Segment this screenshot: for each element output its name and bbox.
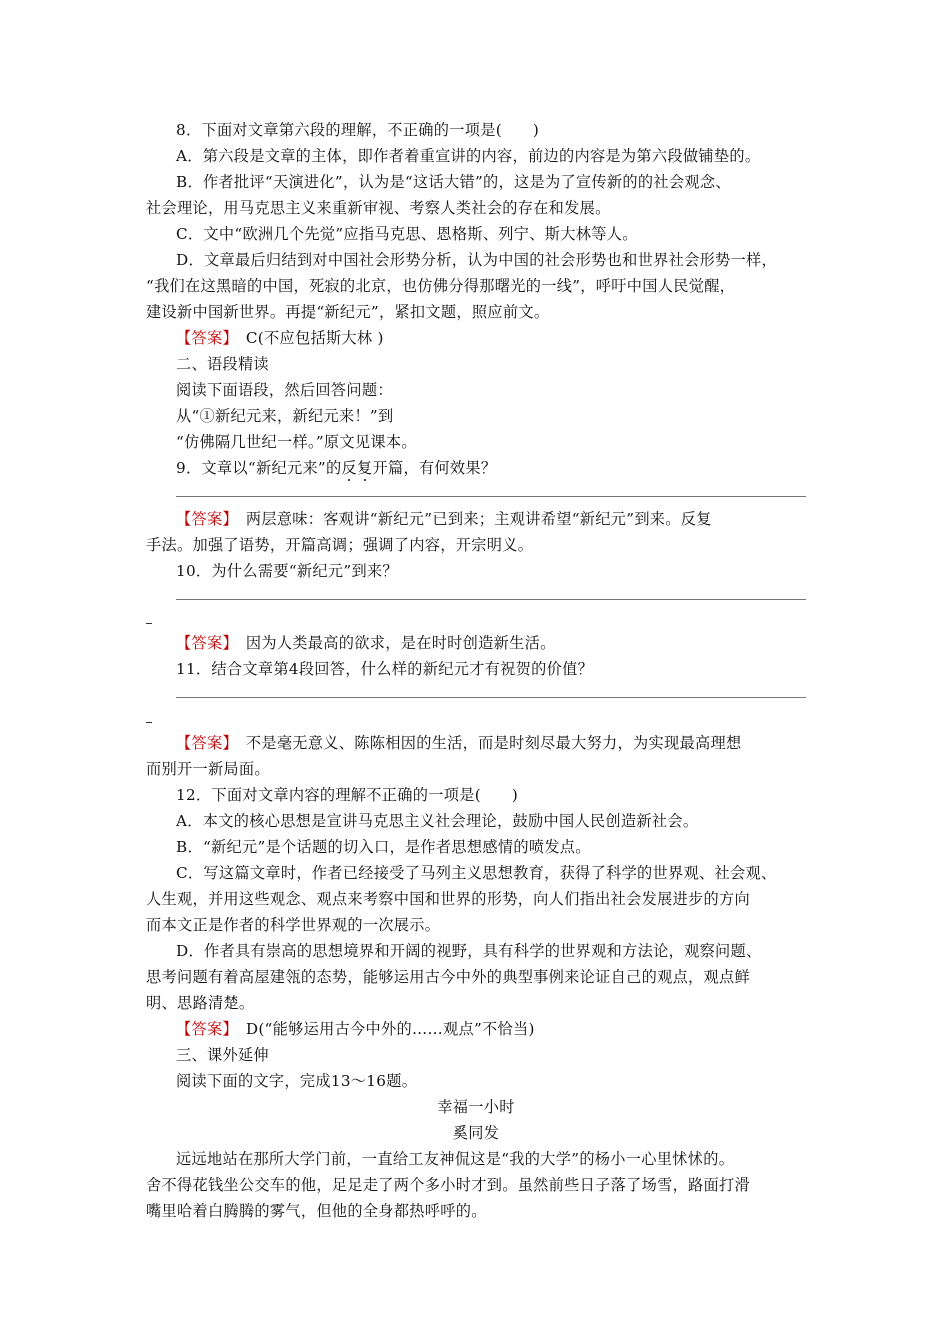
question-9	[176, 457, 806, 479]
story-paragraph: 远远地站在那所大学门前，一直给工友神侃这是“我的大学”的杨小一心里怵怵的。	[176, 1150, 735, 1168]
option-12c: C．写这篇文章时，作者已经接受了马列主义思想教育，获得了科学的世界观、社会观、	[176, 864, 777, 882]
excerpt-start: 从“①新纪元来，新纪元来！”到	[176, 407, 394, 425]
question-10: 10．为什么需要“新纪元”到来？	[176, 562, 398, 580]
answer-9	[176, 508, 806, 530]
story-paragraph-cont: 舍不得花钱坐公交车的他，足足走了两个多小时才到。虽然前些日子落了场雪，路面打滑	[146, 1176, 751, 1194]
option-12d-cont2: 明、思路清楚。	[146, 994, 255, 1012]
answer-12	[176, 1018, 806, 1040]
answer-line	[176, 697, 806, 698]
option-12c-cont2: 而本文正是作者的科学世界观的一次展示。	[146, 916, 441, 934]
line-dash	[146, 722, 152, 723]
answer-9-cont: 手法。加强了语势，开篇高调；强调了内容，开宗明义。	[146, 536, 534, 554]
answer-text: 两层意味：客观讲“新纪元”已到来；主观讲希望“新纪元”到来。反复	[230, 510, 712, 528]
question-12: 12．下面对文章内容的理解不正确的一项是( )	[176, 786, 519, 804]
answer-tag: 【答案】	[176, 634, 231, 652]
question-11: 11．结合文章第4段回答，什么样的新纪元才有祝贺的价值？	[176, 660, 594, 678]
answer-tag: 【答案】	[176, 329, 231, 347]
answer-tag: 【答案】	[176, 510, 231, 528]
option-8c: C．文中“欧洲几个先觉”应指马克思、恩格斯、列宁、斯大林等人。	[176, 225, 638, 243]
answer-line	[176, 599, 806, 600]
answer-tag: 【答案】	[176, 734, 231, 752]
line-dash	[146, 623, 152, 624]
option-8d: D．文章最后归结到对中国社会形势分析，认为中国的社会形势也和世界社会形势一样，	[176, 251, 778, 269]
option-12d-cont: 思考问题有着高屋建瓴的态势，能够运用古今中外的典型事例来论证自己的观点，观点鲜	[146, 968, 751, 986]
answer-10	[176, 632, 806, 654]
option-12b: B．“新纪元”是个话题的切入口，是作者思想感情的喷发点。	[176, 838, 591, 856]
story-paragraph-cont2: 嘴里哈着白腾腾的雾气，但他的全身都热呼呼的。	[146, 1202, 487, 1220]
story-title: 幸福一小时	[437, 1098, 515, 1116]
emphasis-char: 反	[341, 459, 357, 477]
option-8a: A．第六段是文章的主体，即作者着重宣讲的内容，前边的内容是为第六段做铺垫的。	[176, 147, 761, 165]
question-9-text: 9．文章以“新纪元来”的	[176, 459, 342, 477]
section-2-heading: 二、语段精读	[176, 355, 269, 373]
excerpt-end: “仿佛隔几世纪一样。”原文见课本。	[176, 433, 417, 451]
option-8b-cont: 社会理论，用马克思主义来重新审视、考察人类社会的存在和发展。	[146, 199, 611, 217]
story-author: 奚同发	[452, 1124, 500, 1142]
option-12d: D．作者具有崇高的思想境界和开阔的视野，具有科学的世界观和方法论，观察问题、	[176, 942, 762, 960]
option-12c-cont: 人生观，并用这些观念、观点来考察中国和世界的形势，向人们指出社会发展进步的方向	[146, 890, 751, 908]
section-2-intro: 阅读下面语段，然后回答问题：	[176, 381, 393, 399]
answer-line	[176, 496, 806, 497]
answer-tag: 【答案】	[176, 1020, 231, 1038]
answer-text: D(“能够运用古今中外的……观点”不恰当)	[230, 1020, 535, 1038]
answer-11-cont: 而别开一新局面。	[146, 760, 270, 778]
option-8b: B．作者批评“天演进化”，认为是“这话大错”的，这是为了宣传新的的社会观念、	[176, 173, 731, 191]
emphasis-char: 复	[356, 459, 373, 477]
question-9-text-end: 开篇，有何效果？	[372, 459, 497, 477]
option-8d-cont2: 建设新中国新世界。再提“新纪元”，紧扣文题，照应前文。	[146, 303, 550, 321]
answer-8	[176, 327, 806, 349]
answer-text: 不是毫无意义、陈陈相因的生活，而是时刻尽最大努力，为实现最高理想	[230, 734, 742, 752]
section-3-intro: 阅读下面的文字，完成13～16题。	[176, 1072, 418, 1090]
question-8: 8．下面对文章第六段的理解，不正确的一项是( )	[176, 121, 540, 139]
answer-text: 因为人类最高的欲求，是在时时创造新生活。	[230, 634, 556, 652]
answer-11	[176, 732, 806, 754]
answer-text: C(不应包括斯大林 )	[230, 329, 384, 347]
option-12a: A．本文的核心思想是宣讲马克思主义社会理论，鼓励中国人民创造新社会。	[176, 812, 699, 830]
option-8d-cont: “我们在这黑暗的中国，死寂的北京，也仿佛分得那曙光的一线”，呼吁中国人民觉醒，	[146, 277, 736, 295]
section-3-heading: 三、课外延伸	[176, 1046, 269, 1064]
